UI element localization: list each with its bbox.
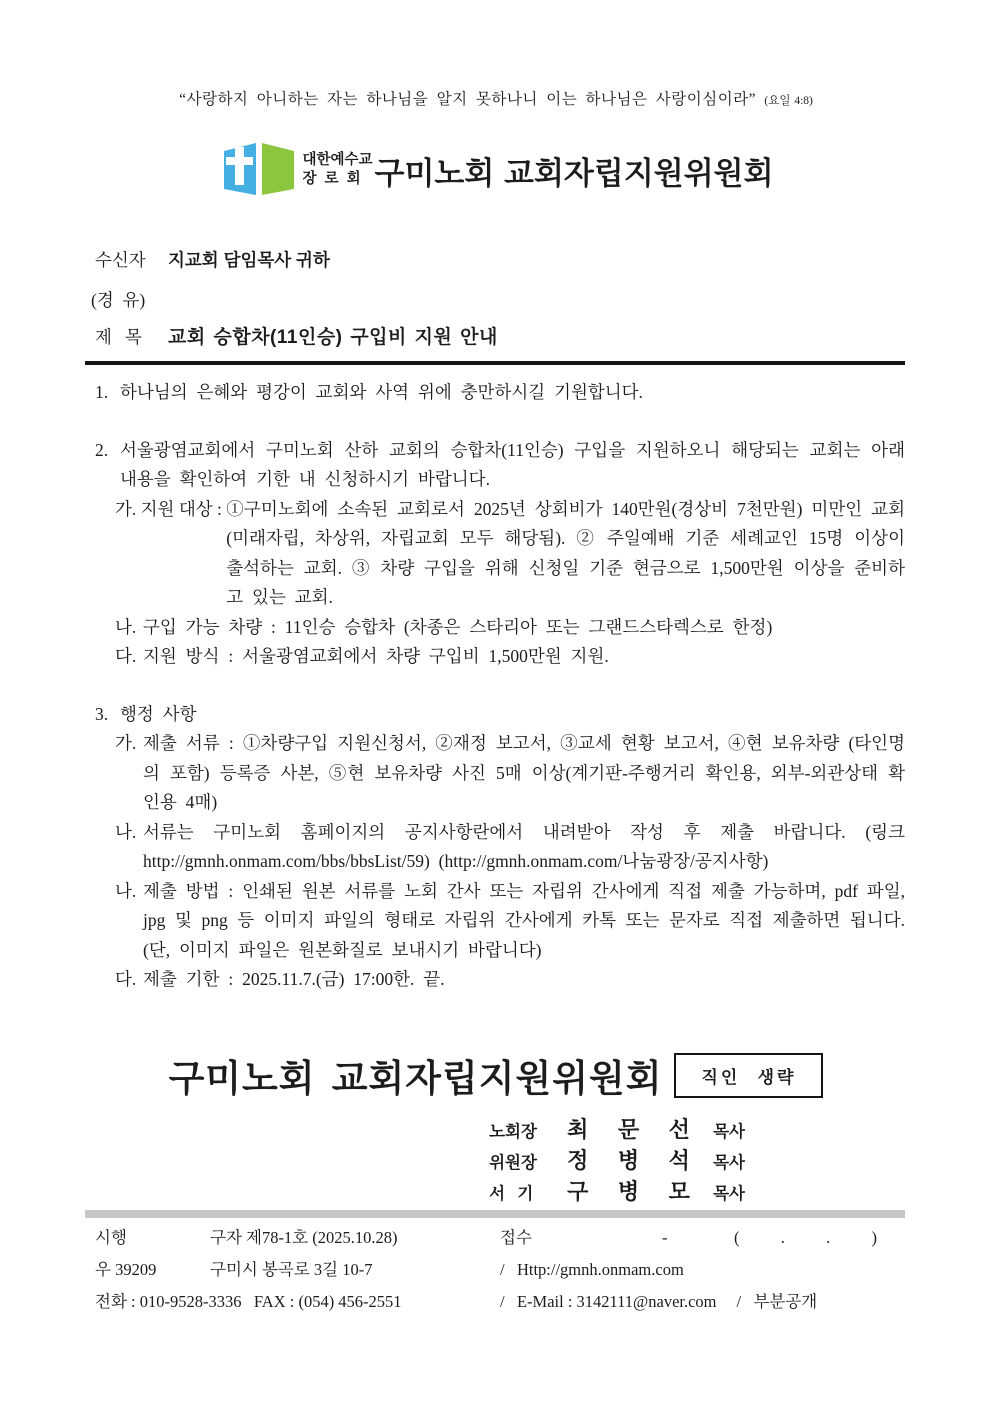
- street-address: 구미시 봉곡로 3길 10-7: [210, 1260, 373, 1279]
- officer-role: 위원장: [489, 1153, 537, 1172]
- officer-row: [0, 1146, 745, 1177]
- recipient-label: 수신자: [95, 250, 146, 270]
- denomination-cross-logo-icon: [218, 139, 298, 201]
- item-label: 가.: [115, 733, 137, 753]
- officer-title: 목사: [713, 1153, 745, 1172]
- item-number: 1.: [95, 382, 109, 402]
- item-text: 제출 방법 : 인쇄된 원본 서류를 노회 간사 또는 자립위 간사에게 직접 제출 가능하며, pdf 파일, jpg 및 png 등 이미지 파일의 형태로 자립위 간사에게 카톡 또는 문자로 직접 제출하면 됩니다. (단, 이미지 파일은 원본화질로 보내시기 바랍니다): [143, 880, 905, 960]
- email-address: / E-Mail : 3142111@naver.com: [500, 1292, 717, 1311]
- scripture-quote-text: “사랑하지 아니하는 자는 하나님을 알지 못하나니 이는 하나님은 사랑이심이라”: [179, 91, 757, 108]
- officer-role: 노회장: [489, 1122, 537, 1141]
- item-text: 행정 사항: [120, 703, 197, 724]
- postal-code: 우 39209: [95, 1260, 157, 1279]
- item-label: 다.: [115, 646, 137, 666]
- footer-divider-bar: [85, 1210, 905, 1218]
- officer-name: 정 병 석: [567, 1148, 690, 1173]
- disclosure-level: / 부분공개: [736, 1292, 818, 1311]
- item-label: 나.: [115, 880, 137, 901]
- body-item-2: [85, 436, 905, 495]
- item-text: 제출 서류 : ①차량구입 지원신청서, ②재정 보고서, ③교세 현황 보고서, ④현 보유차량 (타인명의 포함) 등록증 사본, ⑤현 보유차량 사진 5매 이상(계기판-주행거리 확인용, 외부-외관상태 확인용 4매): [143, 733, 905, 812]
- signature-block: [0, 1048, 992, 1208]
- document-footer: [85, 1210, 905, 1318]
- footer-row-issuance: [85, 1222, 905, 1254]
- body-item-3d: [115, 965, 905, 995]
- item-label: 나.: [115, 616, 137, 637]
- receipt-label: 접수: [500, 1228, 532, 1247]
- denomination-name: [302, 151, 372, 189]
- body-item-3: [85, 700, 905, 730]
- item-label: 다.: [115, 969, 137, 989]
- footer-row-address: [85, 1254, 905, 1286]
- body-item-3a: [115, 729, 905, 818]
- document-meta: [0, 245, 992, 353]
- organization-title: 구미노회 교회자립지원위원회: [374, 155, 774, 191]
- via-label: (경 유): [91, 290, 146, 310]
- recipient-value: 지교회 담임목사 귀하: [168, 250, 330, 270]
- homepage-url: / Http://gmnh.onmam.com: [500, 1260, 684, 1279]
- officer-title: 목사: [713, 1122, 745, 1141]
- header-divider: [85, 361, 905, 365]
- letterhead: [0, 139, 992, 201]
- recipient-row: [85, 245, 905, 275]
- officer-title: 목사: [713, 1184, 745, 1203]
- scripture-reference: (요일 4:8): [764, 95, 813, 107]
- officer-list: [0, 1115, 745, 1208]
- body-item-1: [85, 378, 905, 408]
- issuance-number: 구자 제78-1호 (2025.10.28): [210, 1228, 398, 1247]
- officer-role: 서 기: [489, 1184, 534, 1203]
- item-number: 2.: [95, 439, 109, 460]
- seal-omitted-box: 직인 생략: [674, 1053, 823, 1098]
- signature-organization: 구미노회 교회자립지원위원회: [168, 1059, 663, 1100]
- item-number: 3.: [95, 703, 109, 724]
- item-text: 제출 기한 : 2025.11.7.(금) 17:00한. 끝.: [143, 969, 445, 989]
- officer-row: [0, 1115, 745, 1146]
- footer-row-contact: [85, 1286, 905, 1318]
- receipt-dash: -: [662, 1228, 668, 1247]
- subject-value: 교회 승합차(11인승) 구입비 지원 안내: [168, 327, 498, 348]
- scripture-quote: [0, 0, 992, 109]
- subject-row: [85, 322, 905, 353]
- denomination-line1: 대한예수교: [302, 152, 373, 169]
- item-text: 구입 가능 차량 : 11인승 승합차 (차종은 스타리아 또는 그랜드스타렉스로 한정): [143, 616, 773, 637]
- item-text: 지원 방식 : 서울광염교회에서 차량 구입비 1,500만원 지원.: [143, 646, 609, 666]
- document-body: [0, 378, 992, 995]
- item-label: 나.: [115, 821, 137, 842]
- body-item-2a: [115, 495, 905, 613]
- body-item-2c: [115, 642, 905, 672]
- item-text: 서울광염교회에서 구미노회 산하 교회의 승합차(11인승) 구입을 지원하오니 해당되는 교회는 아래 내용을 확인하여 기한 내 신청하시기 바랍니다.: [120, 439, 905, 489]
- officer-row: [0, 1177, 745, 1208]
- phone-fax: 전화 : 010-9528-3336 FAX : (054) 456-2551: [95, 1292, 402, 1311]
- item-text: 하나님의 은혜와 평강이 교회와 사역 위에 충만하시길 기원합니다.: [120, 382, 643, 402]
- subject-label: 제 목: [95, 327, 142, 347]
- body-item-3c: [115, 877, 905, 966]
- officer-name: 최 문 선: [567, 1117, 690, 1142]
- body-item-3b: [115, 818, 905, 877]
- via-row: [91, 285, 905, 315]
- signature-line: [0, 1048, 992, 1102]
- item-label: 가. 지원 대상 :: [115, 498, 227, 519]
- body-item-2b: [115, 613, 905, 643]
- item-text: ①구미노회에 소속된 교회로서 2025년 상회비가 140만원(경상비 7천만원) 미만인 교회(미래자립, 차상위, 자립교회 모두 해당됨). ② 주일예배 기준 세례교인 15명 이상이 출석하는 교회. ③ 차량 구입을 위해 신청일 기준 현금으로 1,500만원 이상을 준비하고 있는 교회.: [226, 498, 905, 607]
- officer-name: 구 병 모: [567, 1179, 690, 1204]
- issuance-label: 시행: [95, 1228, 127, 1247]
- item-text: 서류는 구미노회 홈페이지의 공지사항란에서 내려받아 작성 후 제출 바랍니다. (링크 http://gmnh.onmam.com/bbs/bbsList/59) (http://gmnh.onmam.com/나눔광장/공지사항): [143, 821, 905, 871]
- receipt-date-blank: ( . . ): [734, 1228, 877, 1247]
- denomination-line2: 장 로 회: [302, 171, 361, 187]
